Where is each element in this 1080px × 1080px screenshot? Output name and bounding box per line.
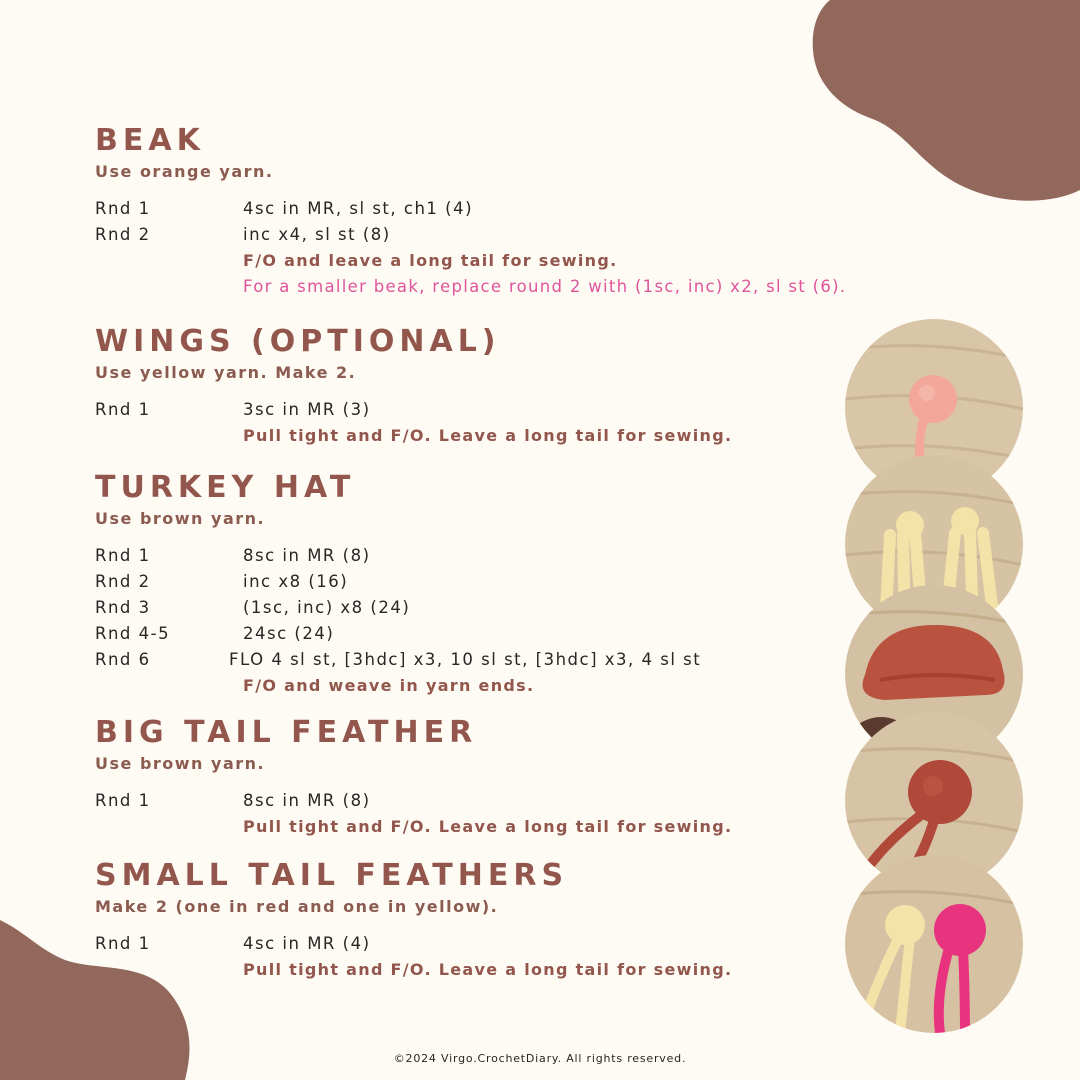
pattern-row	[95, 397, 501, 423]
section-heading: TURKEY HAT	[95, 470, 356, 505]
pattern-row	[95, 621, 355, 647]
pattern-row	[95, 569, 355, 595]
section-heading: WINGS (OPTIONAL)	[95, 324, 501, 359]
pattern-row	[95, 647, 702, 673]
finishing-note: F/O and weave in yarn ends.	[243, 676, 535, 695]
small-feathers-photo-icon	[845, 855, 1023, 1033]
pattern-row	[95, 595, 411, 621]
round-instruction: 4sc in MR (4)	[243, 934, 371, 953]
round-label: Rnd 1	[95, 934, 151, 953]
pattern-row	[95, 673, 535, 699]
pattern-row	[95, 957, 733, 983]
round-label: Rnd 3	[95, 598, 151, 617]
round-label: Rnd 1	[95, 546, 151, 565]
pattern-row	[95, 222, 391, 248]
round-label: Rnd 6	[95, 650, 151, 669]
section-small-tail-feathers	[95, 858, 733, 983]
pattern-row	[95, 814, 733, 840]
section-wings	[95, 324, 733, 449]
section-subtitle: Use brown yarn.	[95, 509, 266, 528]
round-instruction: (1sc, inc) x8 (24)	[243, 598, 411, 617]
finishing-note: Pull tight and F/O. Leave a long tail for sewing.	[243, 426, 733, 445]
section-subtitle: Make 2 (one in red and one in yellow).	[95, 897, 499, 916]
round-label: Rnd 2	[95, 572, 151, 591]
round-instruction: inc x4, sl st (8)	[243, 225, 391, 244]
section-subtitle: Use orange yarn.	[95, 162, 274, 181]
round-label: Rnd 4-5	[95, 624, 171, 643]
copyright-footer: ©2024 Virgo.CrochetDiary. All rights reserved.	[393, 1052, 687, 1065]
section-heading: BIG TAIL FEATHER	[95, 715, 478, 750]
pattern-row	[95, 931, 568, 957]
round-label: Rnd 1	[95, 400, 151, 419]
section-big-tail-feather	[95, 715, 733, 840]
pattern-row	[95, 423, 733, 449]
round-label: Rnd 1	[95, 791, 151, 810]
tip-note: For a smaller beak, replace round 2 with (1sc, inc) x2, sl st (6).	[243, 277, 847, 296]
round-instruction: 24sc (24)	[243, 624, 335, 643]
section-heading: SMALL TAIL FEATHERS	[95, 858, 569, 893]
round-instruction: 4sc in MR, sl st, ch1 (4)	[243, 199, 474, 218]
section-heading: BEAK	[95, 123, 205, 158]
round-instruction: 8sc in MR (8)	[243, 546, 371, 565]
finishing-note: F/O and leave a long tail for sewing.	[243, 251, 618, 270]
round-instruction: 8sc in MR (8)	[243, 791, 371, 810]
pattern-row	[95, 543, 371, 569]
round-label: Rnd 1	[95, 199, 151, 218]
section-turkey-hat	[95, 470, 702, 699]
round-instruction: 3sc in MR (3)	[243, 400, 371, 419]
pattern-row	[95, 248, 618, 274]
finishing-note: Pull tight and F/O. Leave a long tail for sewing.	[243, 960, 733, 979]
pattern-row	[95, 196, 474, 222]
round-label: Rnd 2	[95, 225, 151, 244]
pattern-row	[95, 788, 477, 814]
finishing-note: Pull tight and F/O. Leave a long tail for sewing.	[243, 817, 733, 836]
section-beak	[95, 123, 847, 300]
section-subtitle: Use brown yarn.	[95, 754, 266, 773]
decorative-blob-top	[810, 0, 1080, 205]
round-instruction: FLO 4 sl st, [3hdc] x3, 10 sl st, [3hdc] x3, 4 sl st	[229, 650, 702, 669]
section-subtitle: Use yellow yarn. Make 2.	[95, 363, 357, 382]
round-instruction: inc x8 (16)	[243, 572, 349, 591]
pattern-row	[95, 274, 847, 300]
